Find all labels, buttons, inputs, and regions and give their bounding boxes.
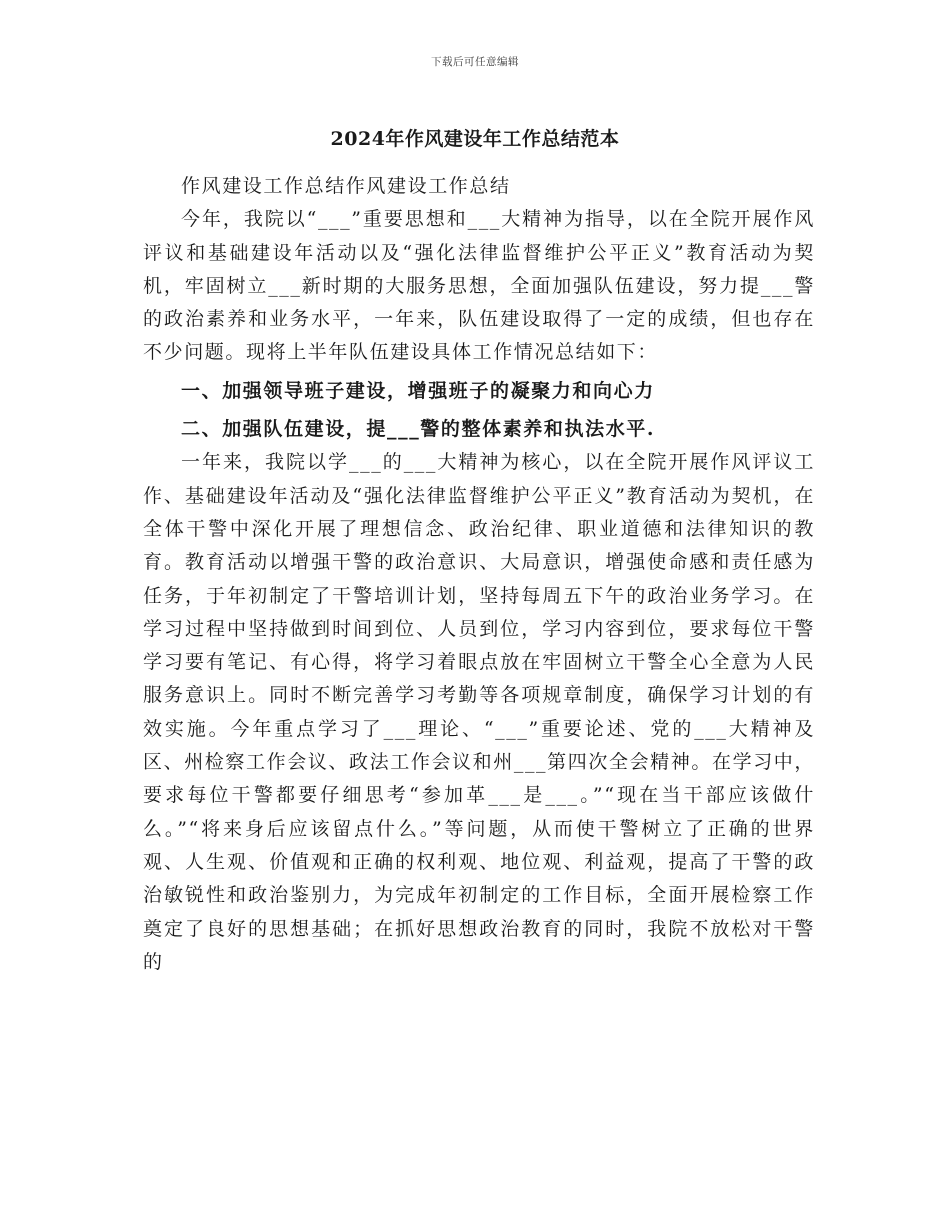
header-note: 下载后可任意编辑 (431, 56, 519, 68)
document-title: 2024年作风建设年工作总结范本 (330, 128, 620, 150)
paragraph-intro: 今年，我院以“___”重要思想和___大精神为指导，以在全院开展作风评议和基础建设年活动以及“强化法律监督维护公平正义”教育活动为契机，牢固树立___新时期的大服务思想，全面加强队伍建设，努力提___警的政治素养和业务水平，一年来，队伍建设取得了一定的成绩，但也存在不少问题。现将上半年队伍建设具体工作情况总结如下： (143, 208, 815, 364)
document-body (143, 170, 815, 979)
paragraph-subtitle: 作风建设工作总结作风建设工作总结 (181, 175, 511, 197)
paragraph-body: 一年来，我院以学___的___大精神为核心，以在全院开展作风评议工作、基础建设年活动及“强化法律监督维护公平正义”教育活动为契机，在全体干警中深化开展了理想信念、政治纪律、职业道德和法律知识的教育。教育活动以增强干警的政治意识、大局意识，增强使命感和责任感为任务，于年初制定了干警培训计划，坚持每周五下午的政治业务学习。在学习过程中坚持做到时间到位、人员到位，学习内容到位，要求每位干警学习要有笔记、有心得，将学习着眼点放在牢固树立干警全心全意为人民服务意识上。同时不断完善学习考勤等各项规章制度，确保学习计划的有效实施。今年重点学习了___理论、“___”重要论述、党的___大精神及区、州检察工作会议、政法工作会议和州___第四次全会精神。在学习中，要求每位干警都要仔细思考“参加革___是___。”“现在当干部应该做什么。”“将来身后应该留点什么。”等问题，从而使干警树立了正确的世界观、人生观、价值观和正确的权利观、地位观、利益观，提高了干警的政治敏锐性和政治鉴别力，为完成年初制定的工作目标，全面开展检察工作奠定了良好的思想基础；在抓好思想政治教育的同时，我院不放松对干警的 (143, 451, 815, 973)
section-heading-1: 一、加强领导班子建设，增强班子的凝聚力和向心力 (181, 379, 655, 402)
section-heading-2: 二、加强队伍建设，提___警的整体素养和执法水平. (181, 418, 656, 441)
